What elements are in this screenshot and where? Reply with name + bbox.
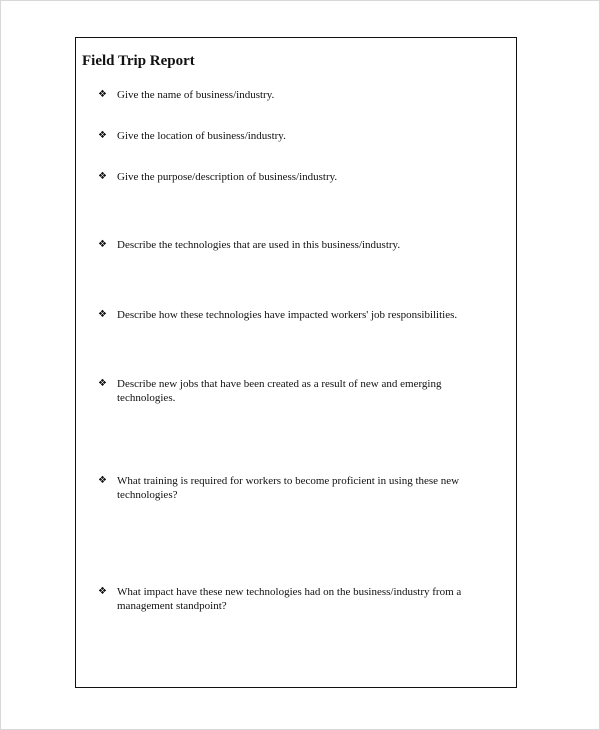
question-item-2	[98, 129, 498, 143]
diamond-bullet-icon: ❖	[98, 130, 107, 141]
diamond-bullet-icon: ❖	[98, 89, 107, 100]
question-text: Give the name of business/industry.	[117, 89, 275, 101]
question-item-1	[98, 88, 498, 102]
question-text: Describe how these technologies have impacted workers' job responsibilities.	[117, 309, 458, 321]
report-frame	[75, 37, 517, 688]
question-text: Give the location of business/industry.	[117, 130, 286, 142]
question-text: What impact have these new technologies had on the business/industry from a management standpoint?	[117, 586, 462, 612]
question-text: What training is required for workers to become proficient in using these new technologies?	[117, 475, 460, 501]
question-text: Describe new jobs that have been created as a result of new and emerging technologies.	[117, 378, 442, 404]
question-item-3	[98, 170, 498, 184]
question-item-4	[98, 238, 498, 252]
question-item-7	[98, 474, 498, 502]
diamond-bullet-icon: ❖	[98, 586, 107, 597]
question-text: Describe the technologies that are used in this business/industry.	[117, 239, 401, 251]
report-title: Field Trip Report	[82, 53, 195, 69]
diamond-bullet-icon: ❖	[98, 378, 107, 389]
diamond-bullet-icon: ❖	[98, 171, 107, 182]
question-item-6	[98, 377, 478, 405]
question-item-5	[98, 308, 498, 322]
diamond-bullet-icon: ❖	[98, 309, 107, 320]
diamond-bullet-icon: ❖	[98, 475, 107, 486]
question-text: Give the purpose/description of business/industry.	[117, 171, 338, 183]
diamond-bullet-icon: ❖	[98, 239, 107, 250]
question-item-8	[98, 585, 508, 613]
